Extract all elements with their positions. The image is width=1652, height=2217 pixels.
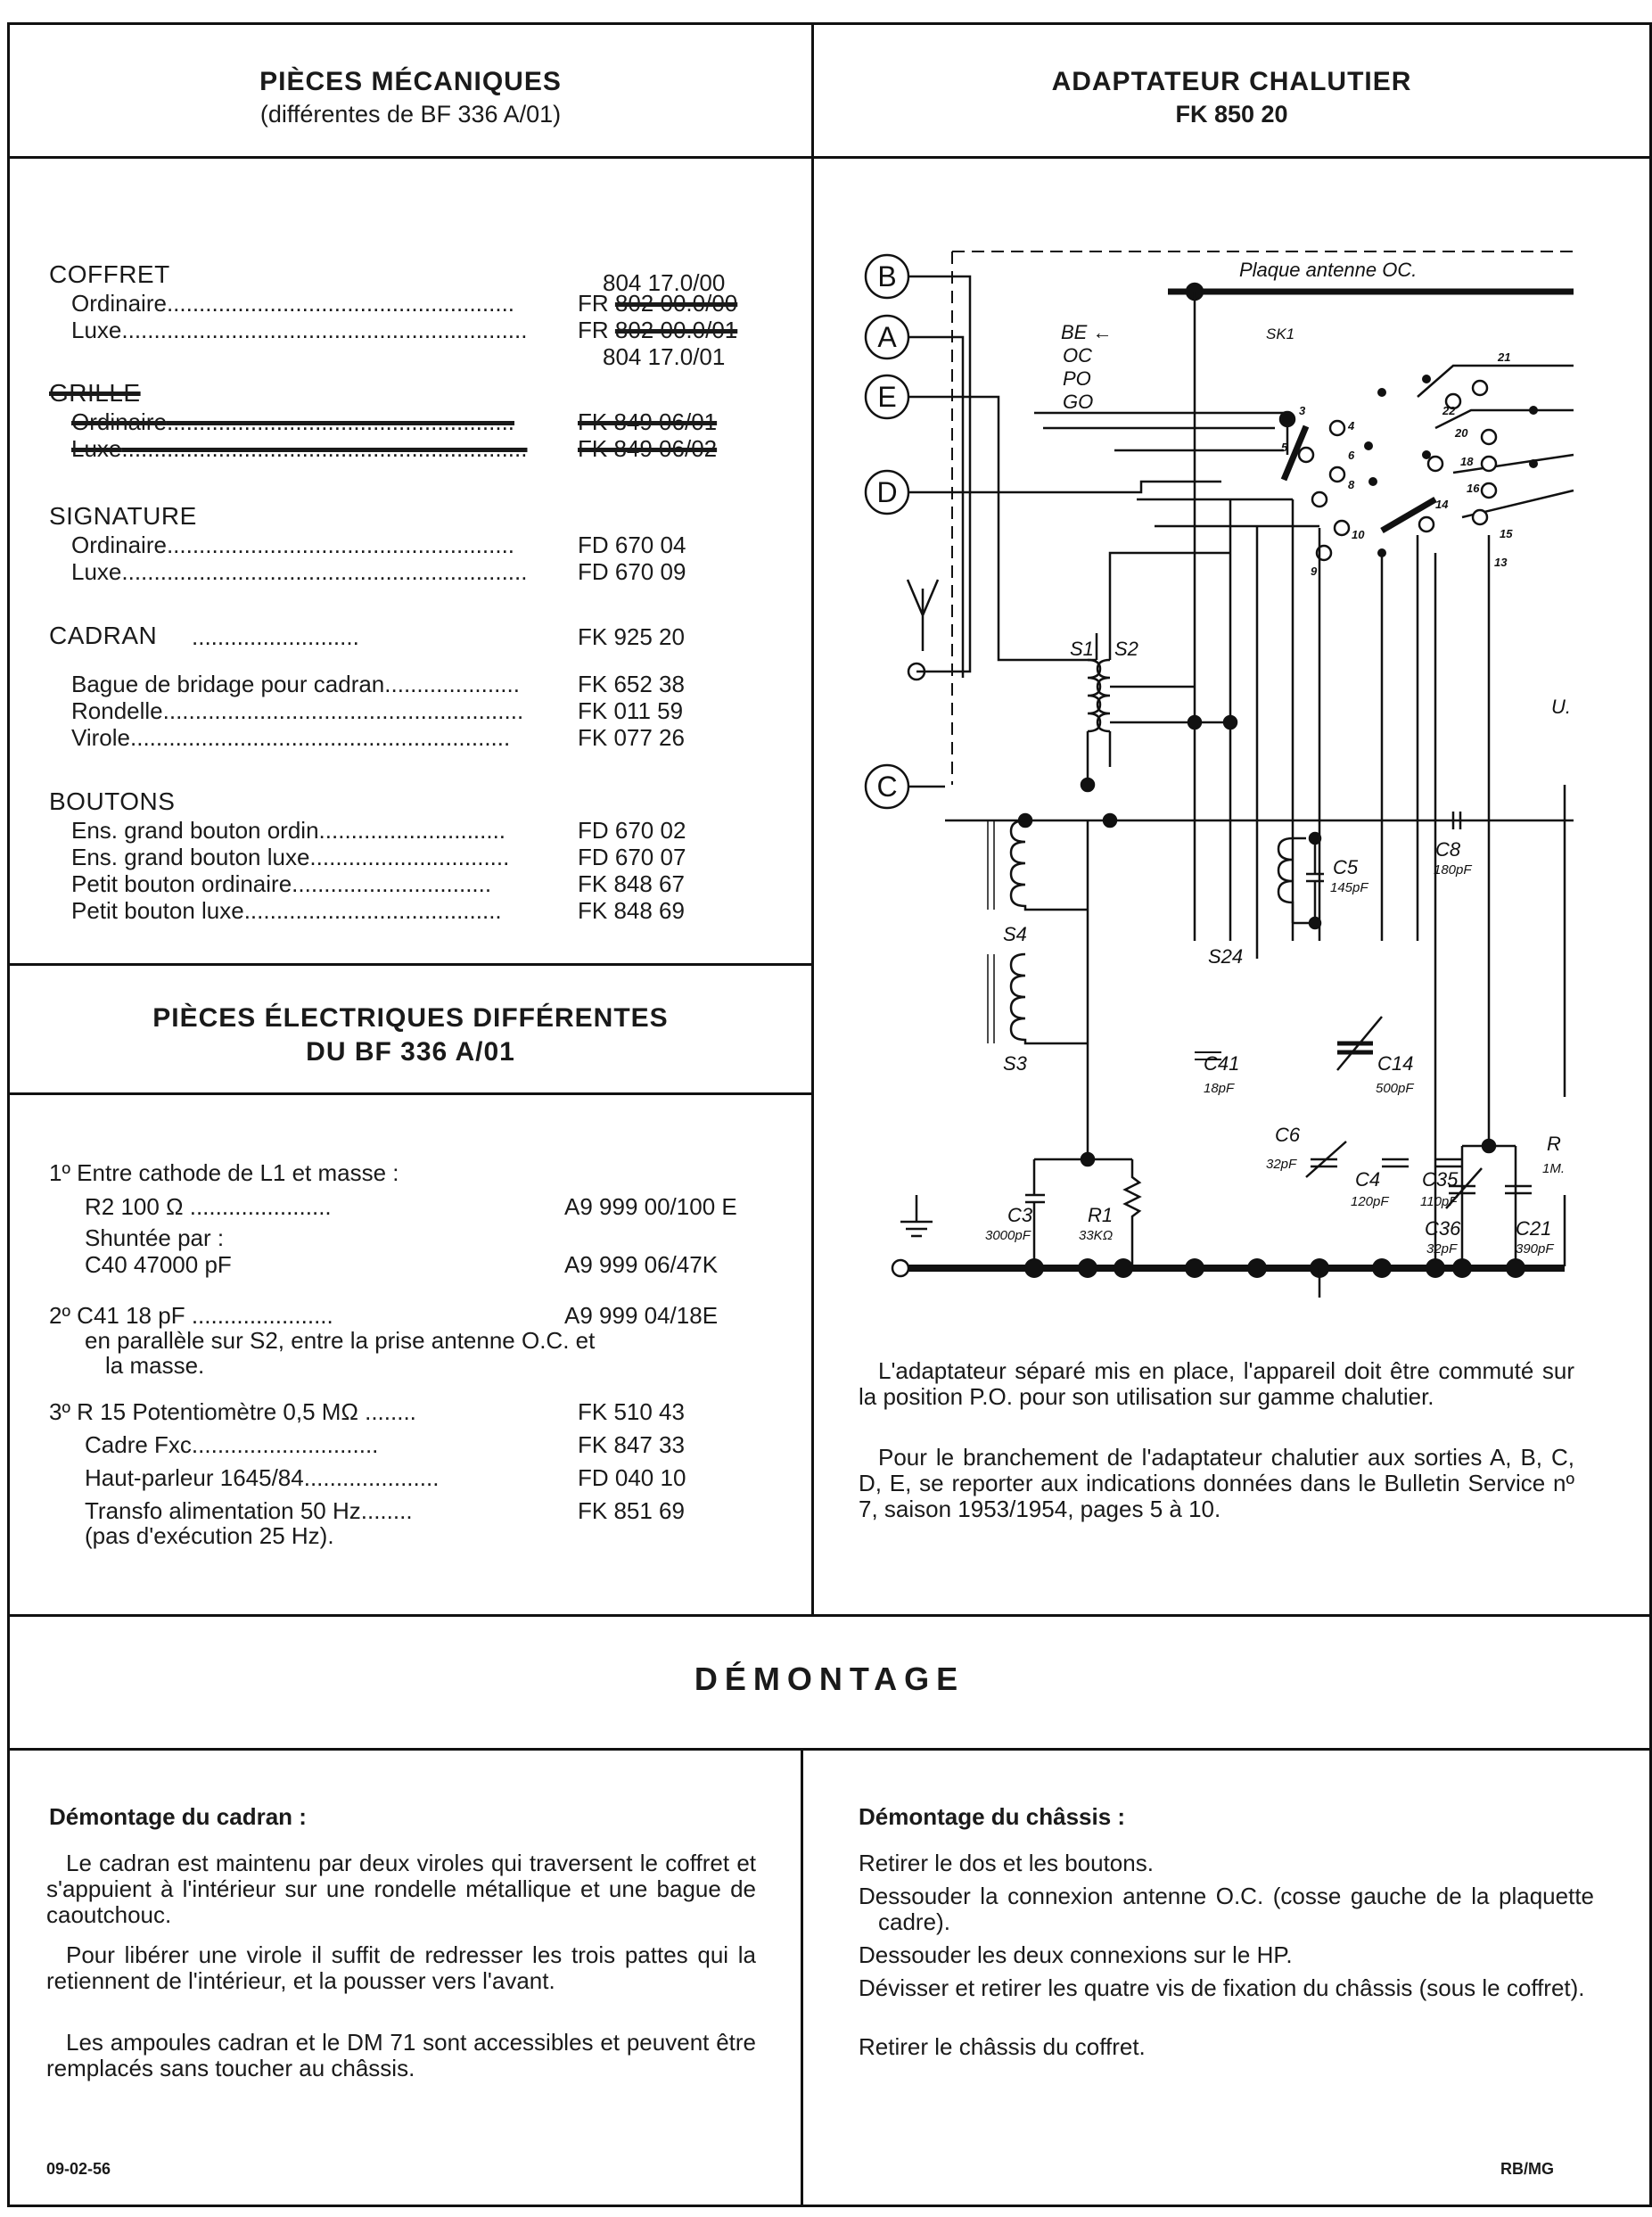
part-label: Ens. grand bouton ordin.............................: [71, 817, 506, 844]
group-coffret: COFFRET: [49, 260, 170, 288]
contact-20: 20: [1455, 426, 1468, 440]
s2-label: S2: [1114, 638, 1138, 660]
r2-label: R2 100 Ω ......................: [85, 1193, 332, 1220]
part-label-text: Bague de bridage pour cadran: [71, 671, 385, 697]
group-boutons: BOUTONS: [49, 787, 176, 815]
r15-ref: FK 510 43: [578, 1398, 685, 1425]
contact-10: 10: [1352, 528, 1365, 541]
adapt-para1: L'adaptateur séparé mis en place, l'appareil doit être commuté sur la position P.O. pour son utilisation sur gamme chalutier.: [859, 1357, 1574, 1410]
group-signature: SIGNATURE: [49, 502, 197, 530]
r1-val: 33KΩ: [1079, 1228, 1114, 1243]
part-label: Bague de bridage pour cadran.....................: [71, 671, 520, 697]
rule-elec-header: [7, 1092, 814, 1095]
chassis-step: Retirer le châssis du coffret.: [859, 2033, 1146, 2060]
contact-8: 8: [1348, 478, 1355, 491]
cadran-title: Démontage du cadran :: [49, 1803, 307, 1830]
s3-label: S3: [1003, 1052, 1027, 1075]
elec-title: PIÈCES ÉLECTRIQUES DIFFÉRENTES: [152, 1003, 669, 1033]
part-ref: FK 011 59: [578, 697, 684, 724]
contact-9: 9: [1311, 565, 1318, 578]
part-label-text: Luxe: [71, 558, 122, 585]
contact-14: 14: [1435, 498, 1449, 511]
elec-item1: 1º Entre cathode de L1 et masse :: [49, 1159, 399, 1186]
c3-val: 3000pF: [985, 1228, 1031, 1243]
part-ref: FR 802 00.0/00: [578, 290, 738, 317]
c5-val: 145pF: [1330, 880, 1368, 895]
chassis-step: Dessouder la connexion antenne O.C. (cosse gauche de la plaquette cadre).: [859, 1883, 1594, 1935]
rule-elec-top: [7, 963, 814, 966]
s24-label: S24: [1208, 945, 1244, 968]
elec-subtitle: DU BF 336 A/01: [306, 1037, 515, 1067]
sk-label: SK1: [1266, 326, 1295, 342]
part-label-text: Ens. grand bouton ordin: [71, 817, 319, 844]
part-ref: FD 670 02: [578, 817, 686, 844]
terminal-A: [866, 316, 908, 359]
c8-name: C8: [1435, 838, 1461, 861]
part-label-text: Ordinaire: [71, 532, 167, 558]
part-label: Ordinaire......................................................: [71, 408, 515, 435]
terminal-A-label: A: [877, 321, 897, 353]
coil-S3: [1011, 954, 1088, 1043]
contact-6: 6: [1348, 449, 1355, 462]
part-ref: FD 670 04: [578, 532, 686, 558]
rule-demont-header: [7, 1748, 1652, 1751]
demont-title: DÉMONTAGE: [694, 1661, 966, 1697]
cadran-p1: Le cadran est maintenu par deux viroles qui traversent le coffret et s'appuient à l'intérieur sur une rondelle métallique et une bague de caoutchouc.: [46, 1850, 756, 1928]
coil-S24: [1278, 838, 1293, 923]
hp-label: Haut-parleur 1645/84.....................: [85, 1464, 440, 1491]
c41-name: C41: [1204, 1052, 1240, 1075]
group-grille: GRILLE: [49, 379, 141, 407]
r2-text: R2 100 Ω: [85, 1193, 184, 1220]
r15-text: 3º R 15 Potentiomètre 0,5 MΩ: [49, 1398, 358, 1425]
cadre-ref: FK 847 33: [578, 1431, 685, 1458]
rule-mech-header: [7, 156, 814, 159]
c4-val: 120pF: [1351, 1194, 1389, 1209]
schematic: [811, 161, 1652, 1320]
part-ref: FK 849 06/02: [578, 435, 718, 462]
c21-name: C21: [1516, 1217, 1552, 1240]
footer-date: 09-02-56: [46, 2160, 111, 2178]
c35-name: C35: [1422, 1168, 1459, 1191]
shunt-label: Shuntée par :: [85, 1224, 225, 1251]
part-ref: FK 848 67: [578, 870, 685, 897]
contact-4: 4: [1348, 419, 1355, 433]
terminal-D-label: D: [876, 476, 898, 508]
mode-oc: OC: [1063, 344, 1092, 367]
terminal-C-label: C: [876, 771, 898, 803]
transfo-text: Transfo alimentation 50 Hz: [85, 1497, 361, 1524]
transfo-ref: FK 851 69: [578, 1497, 685, 1524]
contact-13: 13: [1494, 556, 1508, 569]
c5-name: C5: [1333, 856, 1359, 878]
c14-val: 500pF: [1376, 1081, 1414, 1096]
chassis-title: Démontage du châssis :: [859, 1803, 1126, 1830]
terminal-B-label: B: [877, 260, 897, 293]
mode-be: BE ←: [1061, 321, 1113, 343]
contact-21: 21: [1498, 350, 1511, 364]
part-label-text: Virole: [71, 724, 131, 751]
contact-3: 3: [1299, 404, 1306, 417]
mode-go: GO: [1063, 391, 1094, 413]
part-ref: FK 077 26: [578, 724, 685, 751]
cadran-leader: ..........................: [192, 623, 359, 650]
c41-val: 18pF: [1204, 1081, 1235, 1096]
part-label: Luxe...............................................................: [71, 317, 528, 343]
part-label-text: Rondelle: [71, 697, 163, 724]
c8-val: 180pF: [1434, 862, 1472, 878]
c21-val: 390pF: [1516, 1241, 1554, 1257]
part-ref: FK 849 06/01: [578, 408, 718, 435]
coil-S4: [1011, 820, 1088, 910]
rule-adapt-header: [811, 156, 1652, 159]
chassis-step: Retirer le dos et les boutons.: [859, 1850, 1154, 1876]
adapt-subtitle: FK 850 20: [1175, 101, 1288, 128]
cadran-p3: Les ampoules cadran et le DM 71 sont accessibles et peuvent être remplacés sans toucher au châssis.: [46, 2029, 756, 2081]
c40-ref: A9 999 06/47K: [564, 1251, 719, 1278]
terminal-D: [866, 471, 908, 514]
c41-note2: la masse.: [105, 1352, 205, 1379]
r15-label: 3º R 15 Potentiomètre 0,5 MΩ ........: [49, 1398, 416, 1425]
group-ref: 804 17.0/00: [603, 269, 726, 296]
mark-1m: 1M.: [1542, 1161, 1566, 1176]
chassis-step: Dessouder les deux connexions sur le HP.: [859, 1941, 1293, 1968]
contact-22: 22: [1442, 404, 1456, 417]
part-label-text: Petit bouton luxe: [71, 897, 244, 924]
part-label-text: Ordinaire: [71, 408, 167, 435]
terminal-B: [866, 255, 908, 298]
c6-val: 32pF: [1266, 1157, 1297, 1172]
part-label-text: Ordinaire: [71, 290, 167, 317]
part-ref: FK 848 69: [578, 897, 685, 924]
part-ref: FD 670 09: [578, 558, 686, 585]
part-label-text: Luxe: [71, 317, 122, 343]
part-label: Ordinaire......................................................: [71, 532, 515, 558]
part-label: Virole...........................................................: [71, 724, 511, 751]
part-label: Petit bouton luxe........................................: [71, 897, 502, 924]
group-ref: FK 925 20: [578, 623, 685, 650]
terminal-E-label: E: [877, 381, 897, 413]
mark-r: R: [1547, 1133, 1561, 1155]
c41-text: 2º C41 18 pF: [49, 1302, 185, 1329]
part-ref: FR 802 00.0/01: [578, 317, 738, 343]
footer-initials: RB/MG: [1500, 2160, 1554, 2178]
group-cadran: CADRAN: [49, 622, 158, 649]
c14-name: C14: [1377, 1052, 1414, 1075]
c4-name: C4: [1355, 1168, 1381, 1191]
transfo-label: Transfo alimentation 50 Hz........: [85, 1497, 413, 1524]
part-label: Ordinaire......................................................: [71, 290, 515, 317]
rule-demont-top: [7, 1614, 1652, 1617]
mode-po: PO: [1063, 367, 1091, 390]
adapt-title: ADAPTATEUR CHALUTIER: [1051, 67, 1412, 96]
part-label-text: Luxe: [71, 435, 122, 462]
c41-ref: A9 999 04/18E: [564, 1302, 719, 1329]
c3-name: C3: [1007, 1204, 1033, 1226]
contact-16: 16: [1467, 482, 1480, 495]
contact-5: 5: [1281, 441, 1288, 454]
part-label: Ens. grand bouton luxe...............................: [71, 844, 510, 870]
part-label: Petit bouton ordinaire...............................: [71, 870, 492, 897]
mark-u: U.: [1551, 696, 1571, 718]
part-label-text: Ens. grand bouton luxe: [71, 844, 310, 870]
terminal-C: [866, 765, 908, 808]
cadre-label: Cadre Fxc.............................: [85, 1431, 379, 1458]
part-label-text: Petit bouton ordinaire: [71, 870, 292, 897]
terminal-E: [866, 375, 908, 418]
mech-subtitle: (différentes de BF 336 A/01): [259, 101, 562, 128]
cadran-p2: Pour libérer une virole il suffit de redresser les trois pattes qui la retiennent de l'intérieur, et la pousser vers l'avant.: [46, 1941, 756, 1994]
contact-18: 18: [1460, 455, 1474, 468]
c36-name: C36: [1425, 1217, 1461, 1240]
r1-name: R1: [1088, 1204, 1114, 1226]
hp-text: Haut-parleur 1645/84: [85, 1464, 304, 1491]
c35-val: 110pF: [1420, 1194, 1458, 1209]
hp-ref: FD 040 10: [578, 1464, 686, 1491]
part-label: Luxe...............................................................: [71, 435, 528, 462]
c40-label: C40 47000 pF: [85, 1251, 232, 1278]
s1-label: S1: [1070, 638, 1094, 660]
mech-title: PIÈCES MÉCANIQUES: [259, 67, 562, 96]
resistor-R1: [1125, 1159, 1139, 1266]
ground-symbol: [900, 1195, 933, 1236]
part-ref: FD 670 07: [578, 844, 686, 870]
transfo-note: (pas d'exécution 25 Hz).: [85, 1522, 334, 1549]
chassis-step: Dévisser et retirer les quatre vis de fixation du châssis (sous le coffret).: [859, 1974, 1585, 2001]
r2-ref: A9 999 00/100 E: [564, 1193, 737, 1220]
plate-label: Plaque antenne OC.: [1239, 259, 1418, 281]
c36-val: 32pF: [1426, 1241, 1458, 1257]
antenna-symbol: [908, 580, 938, 651]
demont-divider: [801, 1748, 803, 2207]
c6-name: C6: [1275, 1124, 1301, 1146]
cadre-text: Cadre Fxc: [85, 1431, 192, 1458]
part-ref: FK 652 38: [578, 671, 685, 697]
c41-note1: en parallèle sur S2, entre la prise antenne O.C. et: [85, 1327, 596, 1354]
s4-label: S4: [1003, 923, 1027, 945]
part-ref: 804 17.0/01: [603, 343, 726, 370]
adapt-para2: Pour le branchement de l'adaptateur chalutier aux sorties A, B, C, D, E, se reporter aux indications données dans le Bulletin Service nº 7, saison 1953/1954, pages 5 à 10.: [859, 1444, 1574, 1522]
c41-label: 2º C41 18 pF ......................: [49, 1302, 333, 1329]
part-label: Rondelle........................................................: [71, 697, 524, 724]
part-label: Luxe...............................................................: [71, 558, 528, 585]
contact-15: 15: [1500, 527, 1513, 540]
